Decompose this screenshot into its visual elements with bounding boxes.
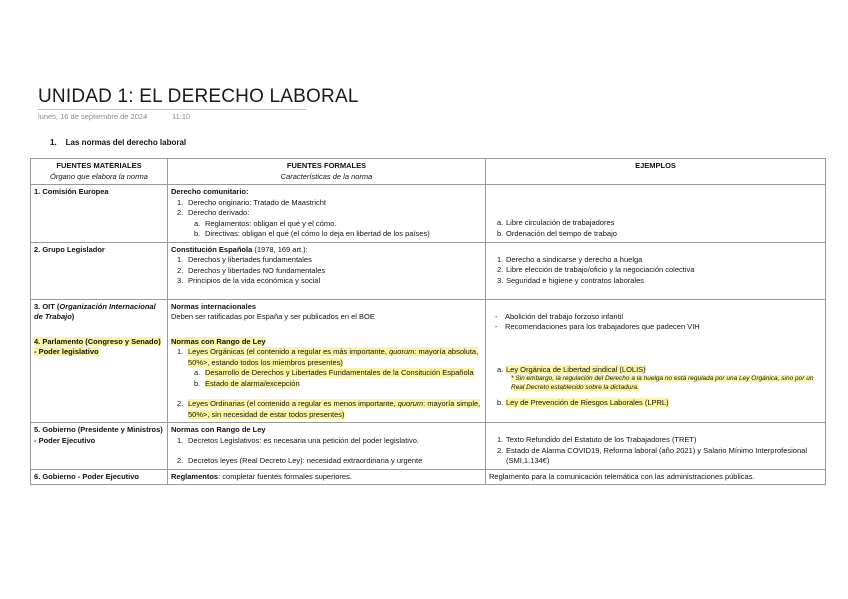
example-cell (486, 242, 826, 299)
list-item: - Recomendaciones para los trabajadores que padecen VIH (495, 322, 700, 331)
source-cell: 6. Gobierno - Poder Ejecutivo (31, 469, 168, 485)
table-row (31, 299, 826, 423)
source-cell: 1. Comisión Europea (31, 185, 168, 243)
section-title: Las normas del derecho laboral (65, 138, 187, 147)
list-item: a. Desarrollo de Derechos y Libertades Fundamentales de la Consitución Española (194, 368, 474, 377)
list-item: b. Ordenación del tiempo de trabajo (497, 228, 617, 238)
norm-cell: Normas internacionales Deben ser ratificadas por España y ser publicados en el BOE Normas con Rango de Ley 1. Leyes Orgánicas (el contenido a regular es más importante, quorum: mayoría absoluta, 50%>, estando todos los miembros presentes) a. Desarrollo de Derechos y Libertades Fundamentales de la Consitución Española b. Estado de alarma/excepción 2. Leyes Ordinarias (el contenido a regular es menos importante, quorum: mayoría simple, 50%>, sin necesidad de estar todos presentes) (168, 299, 486, 423)
list-item: 1. Derecho originario: Tratado de Maastricht (177, 197, 326, 207)
list-item: a. Libre circulación de trabajadores (497, 218, 615, 227)
list-item: b. Estado de alarma/excepción (194, 378, 300, 388)
list-item: b. Directivas: obligan el qué (el cómo lo deja en libertad de los países) (194, 229, 430, 238)
section-number: 1. (50, 138, 57, 147)
table-row (31, 469, 826, 485)
source-cell: 3. OIT (Organización Internacional de Trabajo) 4. Parlamento (Congreso y Senado) - Poder legislativo (31, 299, 168, 423)
list-item: 3. Principios de la vida económica y social (177, 276, 321, 285)
section-heading (50, 138, 186, 147)
header-fuentes-formales: FUENTES FORMALES Características de la norma (168, 159, 486, 185)
header-fuentes-materiales: FUENTES MATERIALES Órgano que elabora la norma (31, 159, 168, 185)
page-date: lunes, 16 de septiembre de 2024 (38, 112, 148, 121)
list-item: 2. Libre elección de trabajo/oficio y la negociación colectiva (497, 265, 695, 274)
title-divider (38, 109, 306, 110)
norm-cell: Reglamentos: completar fuentes formales superiores. (168, 469, 486, 485)
table-header-row (31, 159, 826, 185)
list-item: a. Ley Orgánica de Libertad sindical (LOLIS) (497, 364, 646, 374)
footnote: * Sin embargo, la regulación del Derecho a la huelga no está regulada por una Ley Orgánica, sino por un Real Decreto establecido sobre la dictadura. (511, 375, 814, 391)
list-item: 2. Leyes Ordinarias (el contenido a regular es menos importante, quorum: mayoría simple, 50%>, sin necesidad de estar todos presentes) (177, 399, 481, 419)
example-cell (486, 423, 826, 470)
source-cell: 2. Grupo Legislador (31, 242, 168, 299)
example-cell (486, 299, 826, 423)
table-row (31, 423, 826, 470)
list-item: a. Reglamentos: obligan el qué y el cómo. (194, 218, 337, 228)
page-time: 11:10 (172, 112, 191, 121)
list-item: 1. Derechos y libertades fundamentales (177, 255, 312, 264)
norm-cell: Constitución Española (1978, 169 art.): 1. Derechos y libertades fundamentales 2. Derechos y libertades NO fundamentales 3. Principios de la vida económica y social (168, 242, 486, 299)
list-item: 1. Texto Refundido del Estatuto de los Trabajadores (TRET) (497, 435, 697, 444)
norms-table (30, 158, 826, 485)
header-ejemplos: EJEMPLOS (486, 159, 826, 185)
norm-list (171, 198, 482, 240)
list-item: 1. Decretos Legislativos: es necesaria una petición del poder legislativo. (177, 435, 419, 445)
list-item: 2. Derechos y libertades NO fundamentales (177, 265, 326, 275)
example-cell: Reglamento para la comunicación telemática con las administraciones públicas. (486, 469, 826, 485)
page-title: UNIDAD 1: EL DERECHO LABORAL (38, 86, 359, 107)
table-row (31, 242, 826, 299)
source-cell: 5. Gobierno (Presidente y Ministros) - Poder Ejecutivo (31, 423, 168, 470)
list-item: 3. Seguridad e higiene y contratos laborales (497, 275, 645, 285)
list-item: 1. Leyes Orgánicas (el contenido a regular es más importante, quorum: mayoría absoluta, 50%>, estando todos los miembros presentes) a. Desarrollo de Derechos y Libertades Fundamentales de la Consitución Española b. Estado de alarma/excepción (188, 347, 482, 389)
table-row (31, 185, 826, 243)
list-item: 1. Derecho a sindicarse y derecho a huelga (497, 254, 643, 264)
list-item: 2. Estado de Alarma COVID19, Reforma laboral (año 2021) y Salario Mínimo Interprofesional (SMI,1.134€) (497, 445, 807, 465)
norm-cell: Normas con Rango de Ley 1. Decretos Legislativos: es necesaria una petición del poder legislativo. 2. Decretos leyes (Real Decreto Ley): necesidad extraordinaria y urgente (168, 423, 486, 470)
list-item: 2. Derecho derivado: a. Reglamentos: obligan el qué y el cómo. b. Directivas: obligan el qué (el cómo lo deja en libertad de los países) (188, 208, 482, 240)
list-item: - Abolición del trabajo forzoso infantil (495, 311, 623, 321)
norm-cell: Derecho comunitario: 1. Derecho originario: Tratado de Maastricht 2. Derecho derivado: a. Reglamentos: obligan el qué y el cómo. b. Directivas: obligan el qué (el cómo lo deja en libertad de los países) (168, 185, 486, 243)
list-item: 2. Decretos leyes (Real Decreto Ley): necesidad extraordinaria y urgente (177, 456, 423, 465)
example-cell (486, 185, 826, 243)
highlighted-source: 4. Parlamento (Congreso y Senado) - Poder legislativo (34, 336, 161, 356)
list-item: b. Ley de Prevención de Riesgos Laborales (LPRL) (497, 398, 669, 407)
